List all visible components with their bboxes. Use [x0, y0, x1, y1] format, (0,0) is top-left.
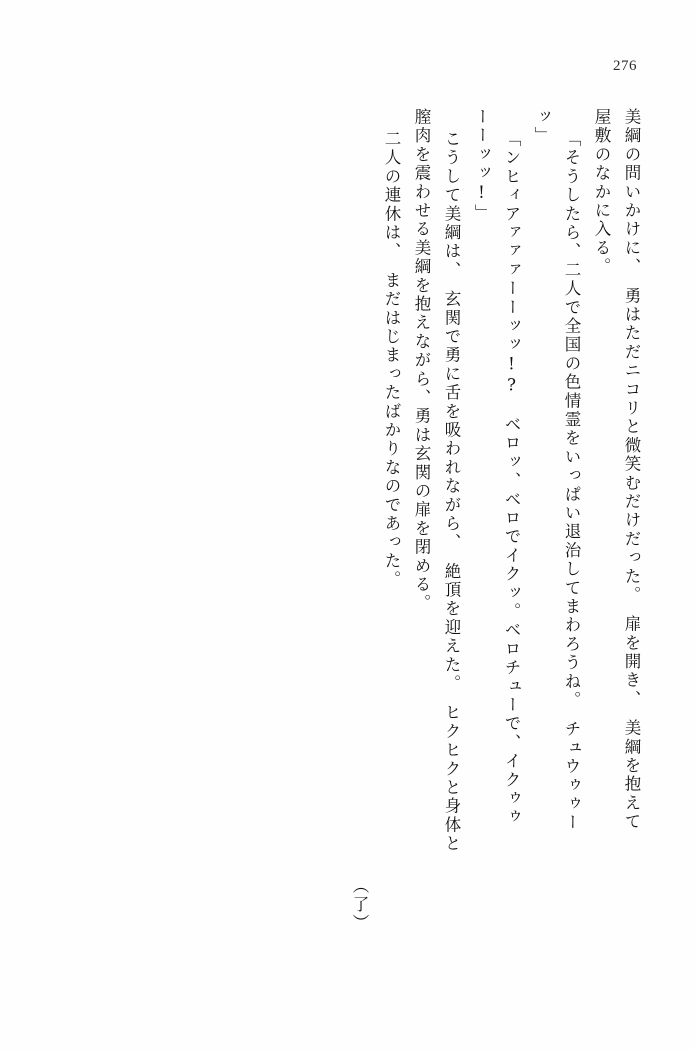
text-line: ッ」 [532, 108, 551, 146]
text-line: ーーッッ!」 [472, 108, 491, 223]
end-mark: （了） [350, 876, 369, 932]
page-body [72, 108, 639, 994]
text-line: 屋敷のなかに入る。 [592, 108, 611, 277]
text-line: 美綱の問いかけに、 勇はただニコリと微笑むだけだった。 扉を開き、 美綱を抱えて [622, 108, 641, 832]
text-line: 膣肉を震わせる美綱を抱えながら、勇は玄関の扉を閉める。 [412, 108, 431, 613]
text-line: 二人の連休は、 まだはじまったばかりなのであった。 [382, 130, 401, 590]
page-number: 276 [613, 58, 637, 74]
text-line: こうして美綱は、 玄関で勇に舌を吸われながら、 絶頂を迎えた。 ヒクヒクと身体と [442, 130, 461, 854]
text-line: 「そうしたら、二人で全国の色情霊をいっぱい退治してまわろうね。 チュウゥゥー [562, 130, 581, 833]
text-line: 「ンヒィアァァァーーッッ!? ベロッ、ベロでイクッ。ベロチューで、イクゥゥ [502, 130, 521, 827]
